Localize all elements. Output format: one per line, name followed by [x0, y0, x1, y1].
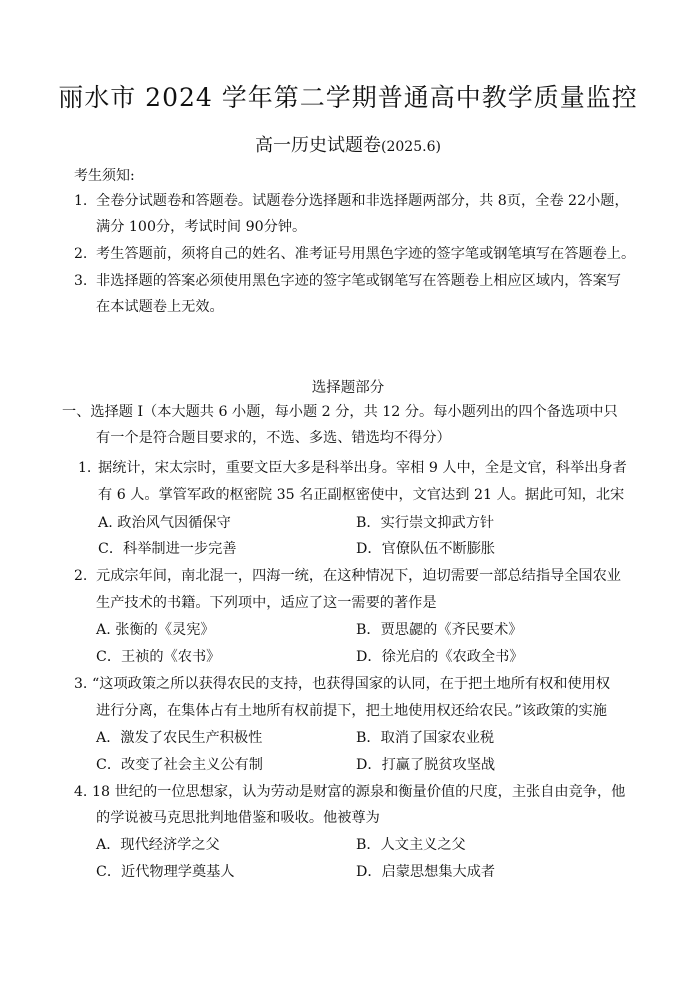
option-b: B．取消了国家农业税: [356, 730, 495, 746]
question-line: 的学说被马克思批判地借鉴和吸收。他被尊为: [96, 810, 380, 826]
notice-heading: 考生须知:: [74, 168, 135, 184]
question-number: 4.: [74, 784, 88, 800]
question-line: “这项政策之所以获得农民的支持，也获得国家的认同，在于把土地所有权和使用权: [92, 676, 611, 692]
option-d: D．徐光启的《农政全书》: [356, 649, 524, 665]
question-line: 据统计，宋太宗时，重要文臣大多是科举出身。宰相 9 人中，全是文官，科举出身者: [98, 460, 627, 476]
notice-item-line: 在本试题卷上无效。: [96, 299, 224, 315]
question-line: 18 世纪的一位思想家，认为劳动是财富的源泉和衡量价值的尺度，主张自由竞争，他: [92, 784, 626, 800]
option-a: A. 政治风气因循保守: [98, 515, 231, 531]
option-d: D．打赢了脱贫攻坚战: [356, 757, 496, 773]
question-line: 有 6 人。掌管军政的枢密院 35 名正副枢密使中，文官达到 21 人。据此可知，北宋: [98, 487, 625, 503]
option-c: C．科举制进一步完善: [98, 541, 237, 557]
question-line: 元成宗年间，南北混一，四海一统，在这种情况下，迫切需要一部总结指导全国农业: [96, 568, 621, 584]
option-d: D．官僚队伍不断膨胀: [356, 541, 496, 557]
option-c: C．近代物理学奠基人: [96, 864, 235, 880]
option-a: A．激发了农民生产积极性: [96, 730, 263, 746]
question-line: 进行分离，在集体占有土地所有权前提下，把土地使用权还给农民。”该政策的实施: [96, 703, 607, 719]
option-c: C．改变了社会主义公有制: [96, 757, 263, 773]
option-a: A. 张衡的《灵宪》: [96, 622, 215, 638]
option-c: C．王祯的《农书》: [96, 649, 221, 665]
question-line: 生产技术的书籍。下列项中，适应了这一需要的著作是: [96, 595, 437, 611]
section-heading-line: 一、选择题 I（本大题共 6 小题，每小题 2 分，共 12 分。每小题列出的四个备选项中只: [62, 404, 618, 420]
option-b: B．实行崇文抑武方针: [356, 515, 495, 531]
subtitle-text: 高一历史试题卷: [255, 135, 382, 156]
section-heading-line: 有一个是符合题目要求的，不选、多选、错选均不得分）: [96, 430, 451, 446]
notice-item-line: 非选择题的答案必须使用黑色字迹的签字笔或钢笔写在答题卷上相应区域内，答案写: [96, 273, 621, 289]
section-title: 选择题部分: [311, 380, 385, 396]
question-number: 1.: [78, 460, 92, 476]
exam-subtitle: [0, 131, 696, 157]
question-number: 2.: [74, 568, 88, 584]
option-d: D．启蒙思想集大成者: [356, 864, 496, 880]
notice-item-number: 1.: [74, 193, 88, 209]
option-a: A．现代经济学之父: [96, 837, 220, 853]
option-b: B．贾思勰的《齐民要术》: [356, 622, 523, 638]
notice-item-line: 考生答题前，须将自己的姓名、准考证号用黑色字迹的签字笔或钢笔填写在答题卷上。: [96, 246, 636, 262]
notice-item-line: 满分 100分，考试时间 90分钟。: [96, 219, 307, 235]
option-b: B．人文主义之父: [356, 837, 466, 853]
notice-item-number: 2.: [74, 246, 88, 262]
notice-item-number: 3.: [74, 273, 88, 289]
exam-title: 丽水市 2024 学年第二学期普通高中教学质量监控: [58, 83, 638, 112]
notice-item-line: 全卷分试题卷和答题卷。试题卷分选择题和非选择题两部分，共 8页，全卷 22小题，: [96, 193, 629, 209]
exam-date: (2025.6): [381, 139, 441, 155]
question-number: 3.: [74, 676, 88, 692]
